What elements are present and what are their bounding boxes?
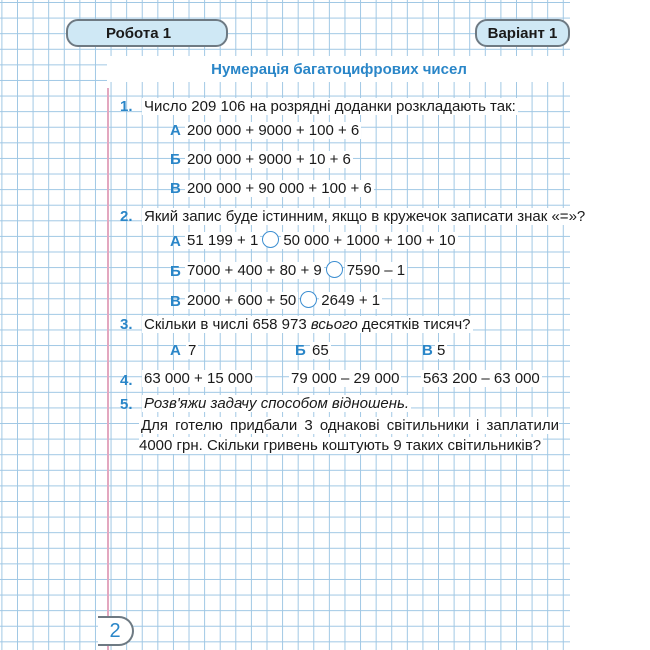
- q3-option-c-letter: В: [422, 342, 433, 359]
- q5-number: 5.: [120, 396, 133, 413]
- q2-option-a-letter: А: [170, 233, 181, 250]
- page-edge: [570, 0, 650, 650]
- q2-option-b-left: 7000 + 400 + 80 + 9: [187, 262, 322, 279]
- page-title-text: Нумерація багатоцифрових чисел: [211, 60, 467, 78]
- variant-label-text: Варіант 1: [487, 24, 558, 42]
- comparison-circle[interactable]: [300, 291, 317, 308]
- q1-option-c[interactable]: 200 000 + 90 000 + 100 + 6: [187, 180, 372, 197]
- q1-option-a[interactable]: 200 000 + 9000 + 100 + 6: [187, 122, 360, 139]
- q3-option-a[interactable]: 7: [188, 342, 197, 359]
- q2-option-c-right: 2649 + 1: [321, 292, 381, 309]
- q2-option-a-right: 50 000 + 1000 + 100 + 10: [283, 232, 456, 249]
- q2-option-a-left: 51 199 + 1: [187, 232, 259, 249]
- q3-option-b[interactable]: 65: [312, 342, 329, 359]
- work-label: [66, 19, 228, 47]
- q4-expression-1: 63 000 + 15 000: [144, 370, 253, 387]
- q1-number: 1.: [120, 98, 133, 115]
- q4-expression-2: 79 000 – 29 000: [291, 370, 400, 387]
- q1-option-b[interactable]: 200 000 + 9000 + 10 + 6: [187, 151, 351, 168]
- q2-option-c-left: 2000 + 600 + 50: [187, 292, 297, 309]
- q2-text: Який запис буде істинним, якщо в кружечок записати знак «=»?: [144, 208, 586, 225]
- q5-instruction: Розв'яжи задачу способом відношень.: [144, 395, 410, 412]
- q4-number: 4.: [120, 372, 133, 389]
- q3-text-before: Скільки в числі 658 973: [144, 316, 307, 333]
- q3-option-c[interactable]: 5: [437, 342, 446, 359]
- work-label-text: Робота 1: [106, 24, 172, 42]
- q3-option-a-letter: А: [170, 342, 181, 359]
- q2-option-b-right: 7590 – 1: [346, 262, 406, 279]
- q2-option-c-letter: В: [170, 293, 181, 310]
- q4-expression-3: 563 200 – 63 000: [423, 370, 540, 387]
- q1-option-b-letter: Б: [170, 151, 181, 168]
- page-number: 2: [98, 616, 134, 646]
- variant-label: [475, 19, 570, 47]
- q5-problem: Для готелю придбали 3 однакові світильники і заплатили 4000 грн. Скільки гривень коштують 9 таких світильників?: [139, 417, 559, 454]
- q3-option-b-letter: Б: [295, 342, 306, 359]
- q2-option-b-letter: Б: [170, 263, 181, 280]
- q1-option-c-letter: В: [170, 180, 181, 197]
- q3-text-italic: всього: [310, 316, 358, 333]
- page-title: [107, 56, 571, 82]
- comparison-circle[interactable]: [326, 261, 343, 278]
- q2-number: 2.: [120, 208, 133, 225]
- q1-option-a-letter: А: [170, 122, 181, 139]
- q1-text: Число 209 106 на розрядні доданки розкладають так:: [144, 98, 516, 115]
- comparison-circle[interactable]: [262, 231, 279, 248]
- margin-line: [107, 88, 109, 650]
- q3-number: 3.: [120, 316, 133, 333]
- q3-text-after: десятків тисяч?: [361, 316, 471, 333]
